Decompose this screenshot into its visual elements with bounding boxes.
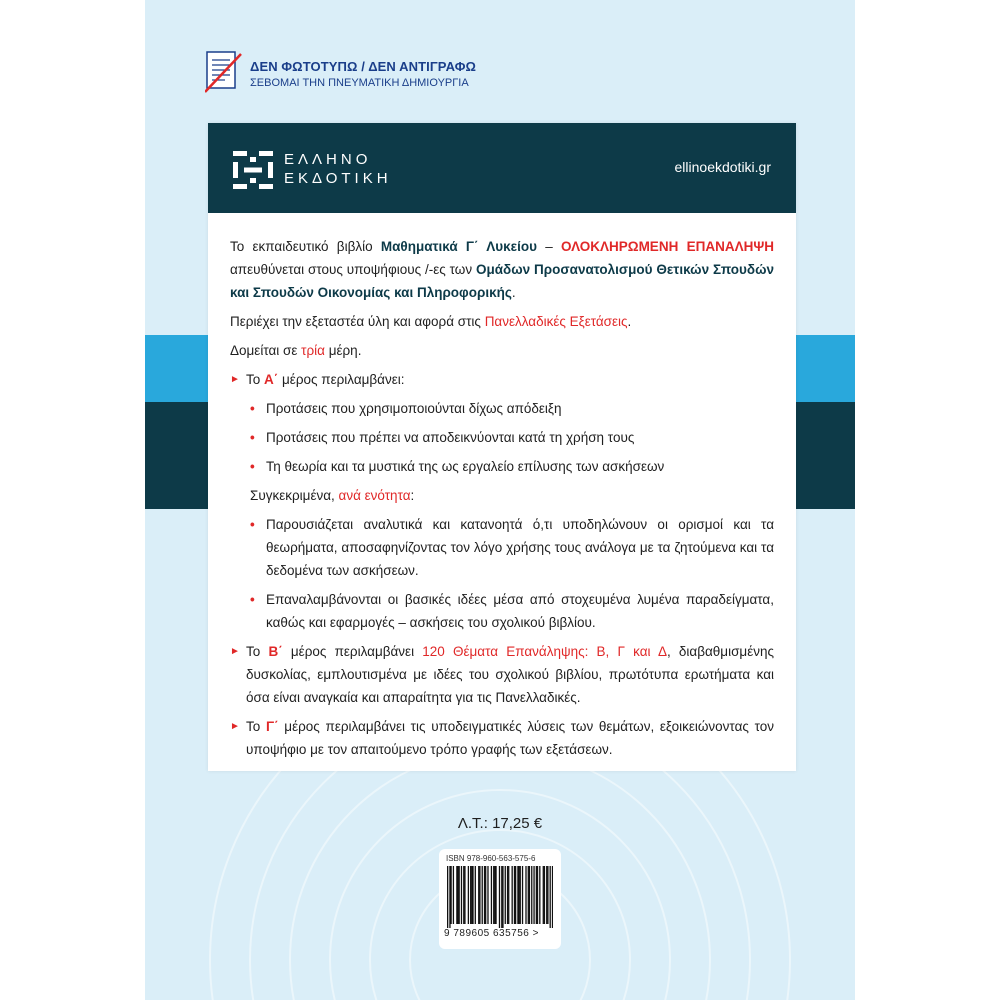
intro-text-2: απευθύνεται στους υποψήφιους /-ες των xyxy=(230,262,476,277)
isbn-label: ISBN 978-960-563-575-6 xyxy=(446,854,536,863)
barcode-bar xyxy=(470,866,471,924)
barcode-bar xyxy=(525,866,526,924)
barcode-bar xyxy=(449,866,450,928)
target-groups: Ομάδων Προσανατολισμού Θετικών Σπουδών και Σπουδών Οικονομίας και Πληροφορικής xyxy=(230,262,775,300)
part-b-text-3: , διαβαθμισμένης δυσκολίας, εμπλουτισμένα με ιδέες του σχολικού βιβλίου, πρωτότυπα ερωτήματα και όσα είναι αναγκαία και απαραίτητα για τις Πανελλαδικές. xyxy=(246,644,774,705)
part-b-letter: Β΄ xyxy=(268,644,283,659)
per-unit-highlight: ανά ενότητα xyxy=(338,488,411,503)
retail-price: Λ.Τ.: 17,25 € xyxy=(457,815,543,832)
barcode-bars xyxy=(447,866,553,928)
barcode-bar xyxy=(495,866,496,924)
publisher-name-line1: ΕΛΛΗΝΟ xyxy=(284,151,372,168)
no-copy-icon xyxy=(205,50,243,94)
barcode-bar xyxy=(514,866,515,924)
barcode-bar xyxy=(491,866,492,924)
part-c-paragraph xyxy=(230,715,774,761)
no-photocopy-notice xyxy=(205,50,505,100)
barcode-bar xyxy=(482,866,483,924)
arrow-bullet-icon: ► xyxy=(230,646,240,657)
barcode-bar xyxy=(475,866,476,924)
barcode-bar xyxy=(529,866,530,924)
part-a-letter: Α΄ xyxy=(264,372,279,387)
notice-title: ΔΕΝ ΦΩΤΟΤΥΠΩ / ΔΕΝ ΑΝΤΙΓΡΑΦΩ xyxy=(250,59,477,74)
part-c-text-1: Το xyxy=(246,719,266,734)
description-body xyxy=(230,235,774,761)
barcode-bar xyxy=(453,866,454,924)
part-b-text-2: μέρος περιλαμβάνει xyxy=(282,644,423,659)
part-b-topics: 120 Θέματα Επανάληψης: Β, Γ και Δ xyxy=(422,644,667,659)
part-b-text-1: Το xyxy=(246,644,269,659)
barcode-bar xyxy=(472,866,473,924)
barcode-bar xyxy=(508,866,509,924)
barcode-bar xyxy=(528,866,529,924)
barcode-bar xyxy=(531,866,532,924)
part-a-bullet-text: Προτάσεις που χρησιμοποιούνται δίχως απόδειξη xyxy=(266,401,562,416)
barcode-bar xyxy=(507,866,508,924)
notice-subtitle: ΣΕΒΟΜΑΙ ΤΗΝ ΠΝΕΥΜΑΤΙΚΗ ΔΗΜΙΟΥΡΓΙΑ xyxy=(250,77,469,89)
barcode-bar xyxy=(547,866,548,924)
barcode-bar xyxy=(537,866,538,924)
barcode-bar xyxy=(533,866,534,924)
barcode xyxy=(439,849,561,949)
info-card xyxy=(208,123,796,771)
barcode-bar xyxy=(512,866,513,924)
part-c-text-2: μέρος περιλαμβάνει τις υποδειγματικές λύσεις των θεμάτων, εξοικειώνοντας τον υποψήφιο με τον απαιτούμενο τρόπο γραφής των εξετάσεων. xyxy=(246,719,774,757)
barcode-bar xyxy=(468,866,469,924)
barcode-bar xyxy=(544,866,545,924)
barcode-bar xyxy=(479,866,480,924)
barcode-bar xyxy=(536,866,537,924)
per-unit-bullet-text: Παρουσιάζεται αναλυτικά και κατανοητά ό,τι υποδηλώνουν οι ορισμοί και τα θεωρήματα, αποσαφηνίζοντας τον λόγο χρήσης τους ανάλογα με τα ζητούμενα και τα δεδομένα των ασκήσεων. xyxy=(266,517,774,578)
exams-name: Πανελλαδικές Εξετάσεις xyxy=(484,314,628,329)
part-a-text-1: Το xyxy=(246,372,265,387)
barcode-bar xyxy=(552,866,553,928)
intro-dash: – xyxy=(536,239,561,254)
barcode-bar xyxy=(550,866,551,928)
barcode-bar xyxy=(494,866,495,924)
arrow-bullet-icon: ► xyxy=(230,721,240,732)
publisher-header xyxy=(208,123,796,213)
barcode-bar xyxy=(461,866,462,924)
barcode-bar xyxy=(464,866,465,924)
dot-bullet-icon: • xyxy=(250,430,255,445)
barcode-bar xyxy=(546,866,547,924)
part-a-bullet xyxy=(230,455,774,478)
publisher-name-line2: ΕΚΔΟΤΙΚΗ xyxy=(284,170,392,187)
part-a-bullet-text: Προτάσεις που πρέπει να αποδεικνύονται κατά τη χρήση τους xyxy=(266,430,635,445)
barcode-bar xyxy=(517,866,518,924)
part-a-heading xyxy=(230,368,774,391)
dot-bullet-icon: • xyxy=(250,459,255,474)
structure-text-2: μέρη. xyxy=(324,343,362,358)
barcode-bar xyxy=(515,866,516,924)
barcode-bar xyxy=(505,866,506,924)
per-unit-bullet-text: Επαναλαμβάνονται οι βασικές ιδέες μέσα από στοχευμένα λυμένα παραδείγματα, καθώς και εφαρμογές – ασκήσεις του σχολικού βιβλίου. xyxy=(266,592,774,630)
per-unit-bullet xyxy=(230,588,774,634)
structure-text-1: Δομείται σε xyxy=(230,343,302,358)
barcode-bar xyxy=(485,866,486,924)
part-a-bullet xyxy=(230,426,774,449)
dot-bullet-icon: • xyxy=(250,592,255,607)
barcode-bar xyxy=(502,866,503,928)
publisher-logo-icon xyxy=(233,151,273,189)
barcode-bar xyxy=(493,866,494,924)
per-unit-colon: : xyxy=(410,488,415,503)
part-c-letter: Γ΄ xyxy=(265,719,279,734)
barcode-bar xyxy=(484,866,485,924)
arrow-bullet-icon: ► xyxy=(230,374,240,385)
dot-bullet-icon: • xyxy=(250,401,255,416)
barcode-bar xyxy=(457,866,458,924)
per-unit-bullet xyxy=(230,513,774,582)
barcode-bar xyxy=(499,866,500,928)
barcode-bar xyxy=(520,866,521,924)
barcode-bar xyxy=(478,866,479,924)
publisher-website: ellinoekdotiki.gr xyxy=(674,159,771,175)
per-unit-text-1: Συγκεκριμένα, xyxy=(250,488,339,503)
barcode-bar xyxy=(501,866,502,928)
contains-text-1: Περιέχει την εξεταστέα ύλη και αφορά στις xyxy=(230,314,485,329)
contains-period: . xyxy=(627,314,632,329)
barcode-bar xyxy=(471,866,472,924)
dot-bullet-icon: • xyxy=(250,517,255,532)
book-title: Μαθηματικά Γ΄ Λυκείου xyxy=(380,239,537,254)
parts-count: τρία xyxy=(301,343,325,358)
barcode-digits: 9 789605 635756 > xyxy=(444,928,539,939)
barcode-bar xyxy=(518,866,519,924)
barcode-bar xyxy=(450,866,451,924)
part-a-bullet xyxy=(230,397,774,420)
contains-paragraph xyxy=(230,310,774,333)
intro-period: . xyxy=(511,285,516,300)
barcode-bar xyxy=(543,866,544,924)
barcode-bar xyxy=(487,866,488,924)
part-b-paragraph xyxy=(230,640,774,709)
structure-paragraph xyxy=(230,339,774,362)
part-a-text-2: μέρος περιλαμβάνει: xyxy=(278,372,405,387)
intro-paragraph xyxy=(230,235,774,304)
barcode-bar xyxy=(522,866,523,924)
barcode-bar xyxy=(463,866,464,924)
barcode-bar xyxy=(459,866,460,924)
part-a-bullet-text: Τη θεωρία και τα μυστικά της ως εργαλείο επίλυσης των ασκήσεων xyxy=(266,459,665,474)
book-subtitle: ΟΛΟΚΛΗΡΩΜΕΝΗ ΕΠΑΝΑΛΗΨΗ xyxy=(560,239,774,254)
barcode-bar xyxy=(447,866,448,928)
barcode-bar xyxy=(539,866,540,924)
intro-text-1: Το εκπαιδευτικό βιβλίο xyxy=(230,239,381,254)
per-unit-heading xyxy=(230,484,774,507)
publisher-name xyxy=(284,150,392,188)
barcode-bar xyxy=(456,866,457,924)
